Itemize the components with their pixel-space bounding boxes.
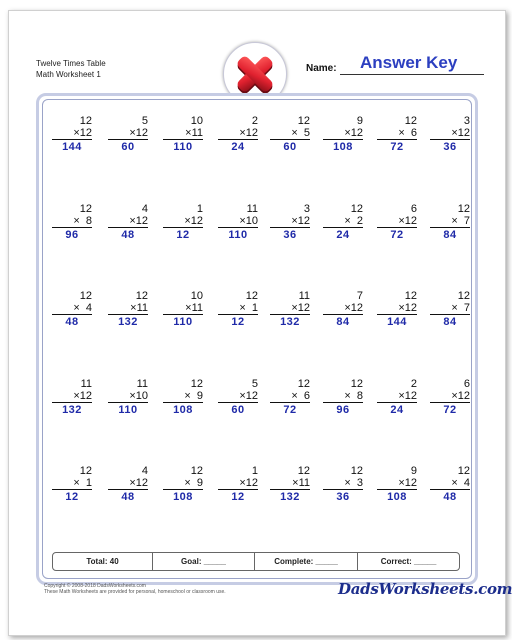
multiplication-problem — [430, 115, 470, 154]
multiplicand: 12 — [350, 465, 363, 477]
product-answer: 110 — [228, 229, 248, 241]
multiplier: ×12 — [52, 127, 92, 140]
multiplication-problem — [163, 378, 203, 417]
multiplicand: 4 — [141, 465, 148, 477]
multiplicand: 3 — [463, 115, 470, 127]
problems-frame-inner — [42, 99, 472, 579]
multiplicand: 12 — [404, 290, 417, 302]
multiplication-problem — [218, 465, 258, 504]
answer-key-label: Answer Key — [360, 53, 458, 72]
multiplicand: 12 — [350, 378, 363, 390]
multiplier: × 2 — [323, 215, 363, 228]
product-answer: 12 — [65, 491, 79, 503]
goal-field: Goal: _____ — [181, 557, 226, 566]
copyright-line1: Copyright © 2008-2018 DadsWorksheets.com — [44, 583, 146, 589]
multiplier: ×11 — [108, 302, 148, 315]
multiplication-problem — [163, 203, 203, 242]
multiplier: ×12 — [108, 215, 148, 228]
product-answer: 108 — [173, 404, 193, 416]
product-answer: 24 — [231, 141, 245, 153]
name-field — [306, 53, 486, 77]
multiplier: × 9 — [163, 390, 203, 403]
multiplier: ×12 — [377, 215, 417, 228]
multiplication-problem — [270, 290, 310, 329]
multiplication-problem — [270, 378, 310, 417]
multiplication-problem — [163, 465, 203, 504]
multiplier: ×12 — [270, 302, 310, 315]
product-answer: 12 — [231, 491, 245, 503]
multiplication-problem — [323, 203, 363, 242]
multiplicand: 4 — [141, 203, 148, 215]
problems-frame — [36, 93, 478, 585]
multiplier: ×12 — [430, 127, 470, 140]
name-label: Name: — [306, 63, 337, 74]
multiplicand: 11 — [298, 290, 310, 302]
multiplication-problem — [323, 378, 363, 417]
multiplicand: 1 — [251, 465, 258, 477]
product-answer: 36 — [336, 491, 350, 503]
product-answer: 72 — [283, 404, 297, 416]
multiplication-problem — [270, 203, 310, 242]
multiplication-problem — [270, 115, 310, 154]
brand-logo: DadsWorksheets.com — [338, 580, 512, 598]
product-answer: 110 — [173, 141, 193, 153]
product-answer: 24 — [390, 404, 404, 416]
multiplication-problem — [52, 203, 92, 242]
multiplicand: 12 — [135, 290, 148, 302]
product-answer: 132 — [280, 491, 300, 503]
multiplication-problem — [108, 465, 148, 504]
multiplier: × 1 — [52, 477, 92, 490]
product-answer: 84 — [443, 316, 457, 328]
multiplicand: 6 — [410, 203, 417, 215]
product-answer: 24 — [336, 229, 350, 241]
complete-field: Complete: _____ — [274, 557, 338, 566]
multiplicand: 12 — [79, 290, 92, 302]
multiplier: × 6 — [270, 390, 310, 403]
multiplicand: 12 — [457, 290, 470, 302]
multiplier: ×11 — [163, 302, 203, 315]
multiplier: × 7 — [430, 302, 470, 315]
worksheet-title — [36, 58, 106, 80]
product-answer: 12 — [176, 229, 190, 241]
multiplication-problem — [163, 290, 203, 329]
multiplicand: 9 — [356, 115, 363, 127]
multiplier: ×10 — [218, 215, 258, 228]
multiplication-problem — [270, 465, 310, 504]
product-answer: 108 — [173, 491, 193, 503]
multiplier: ×12 — [218, 127, 258, 140]
multiplier: × 9 — [163, 477, 203, 490]
multiplicand: 12 — [350, 203, 363, 215]
multiplicand: 11 — [136, 378, 148, 390]
multiplier: ×12 — [377, 390, 417, 403]
product-answer: 110 — [118, 404, 138, 416]
product-answer: 108 — [333, 141, 353, 153]
score-footer — [52, 552, 460, 571]
total-count: Total: 40 — [86, 557, 119, 566]
product-answer: 48 — [65, 316, 79, 328]
product-answer: 48 — [121, 229, 135, 241]
multiplicand: 12 — [79, 203, 92, 215]
multiplication-problem — [52, 290, 92, 329]
multiplicand: 10 — [190, 290, 203, 302]
multiplier: ×12 — [52, 390, 92, 403]
product-answer: 12 — [231, 316, 245, 328]
multiplicand: 12 — [79, 115, 92, 127]
multiplication-problem — [377, 115, 417, 154]
product-answer: 48 — [443, 491, 457, 503]
multiplication-problem — [323, 290, 363, 329]
product-answer: 96 — [336, 404, 350, 416]
multiplication-problem — [108, 378, 148, 417]
multiplier: × 3 — [323, 477, 363, 490]
multiplier: ×12 — [108, 477, 148, 490]
multiplicand: 12 — [245, 290, 258, 302]
multiplicand: 7 — [356, 290, 363, 302]
product-answer: 144 — [62, 141, 82, 153]
multiplier: ×12 — [218, 477, 258, 490]
multiplier: ×12 — [430, 390, 470, 403]
multiplicand: 12 — [79, 465, 92, 477]
multiplication-problem — [52, 115, 92, 154]
multiplication-problem — [108, 203, 148, 242]
multiplier: ×12 — [323, 302, 363, 315]
multiplier: ×10 — [108, 390, 148, 403]
multiplicand: 6 — [463, 378, 470, 390]
multiplier: ×11 — [270, 477, 310, 490]
multiplier: × 6 — [377, 127, 417, 140]
multiplier: ×12 — [377, 477, 417, 490]
product-answer: 132 — [62, 404, 82, 416]
multiplication-problem — [218, 203, 258, 242]
multiplication-problem — [108, 290, 148, 329]
worksheet-title-line1: Twelve Times Table — [36, 59, 106, 68]
multiplicand: 3 — [303, 203, 310, 215]
multiplication-problem — [218, 115, 258, 154]
multiplier: ×11 — [163, 127, 203, 140]
multiplicand: 12 — [404, 115, 417, 127]
multiplicand: 12 — [297, 115, 310, 127]
correct-field: Correct: _____ — [380, 557, 437, 566]
product-answer: 108 — [387, 491, 407, 503]
product-answer: 36 — [283, 229, 297, 241]
worksheet-title-line2: Math Worksheet 1 — [36, 70, 101, 79]
product-answer: 132 — [280, 316, 300, 328]
multiplicand: 9 — [410, 465, 417, 477]
multiplication-problem — [377, 465, 417, 504]
copyright-notice — [44, 583, 226, 595]
multiplication-problem — [218, 290, 258, 329]
multiplication-problem — [430, 290, 470, 329]
multiplier: × 4 — [52, 302, 92, 315]
product-answer: 60 — [283, 141, 297, 153]
multiplicand: 12 — [457, 203, 470, 215]
multiplicand: 12 — [190, 378, 203, 390]
multiplicand: 12 — [457, 465, 470, 477]
multiplication-problem — [430, 378, 470, 417]
product-answer: 48 — [121, 491, 135, 503]
multiplier: ×12 — [323, 127, 363, 140]
multiplier: ×12 — [163, 215, 203, 228]
product-answer: 72 — [390, 141, 404, 153]
multiplication-problem — [323, 115, 363, 154]
multiplicand: 5 — [251, 378, 258, 390]
multiplicand: 11 — [246, 203, 258, 215]
copyright-line2: These Math Worksheets are provided for personal, homeschool or classroom use. — [44, 589, 226, 595]
multiplication-problem — [323, 465, 363, 504]
product-answer: 60 — [121, 141, 135, 153]
multiplication-problem — [430, 465, 470, 504]
multiplicand: 2 — [410, 378, 417, 390]
product-answer: 144 — [387, 316, 407, 328]
multiplication-problem — [377, 203, 417, 242]
multiplicand: 12 — [190, 465, 203, 477]
multiplicand: 12 — [297, 378, 310, 390]
multiplication-problem — [430, 203, 470, 242]
product-answer: 132 — [118, 316, 138, 328]
name-underline — [340, 74, 484, 75]
product-answer: 84 — [336, 316, 350, 328]
multiplication-problem — [52, 378, 92, 417]
product-answer: 110 — [173, 316, 193, 328]
multiplicand: 10 — [190, 115, 203, 127]
product-answer: 96 — [65, 229, 79, 241]
multiplication-problem — [218, 378, 258, 417]
multiplier: ×12 — [108, 127, 148, 140]
multiplier: ×12 — [377, 302, 417, 315]
multiplicand: 2 — [251, 115, 258, 127]
product-answer: 72 — [390, 229, 404, 241]
product-answer: 84 — [443, 229, 457, 241]
multiplier: ×12 — [218, 390, 258, 403]
multiplication-problem — [108, 115, 148, 154]
multiplicand: 5 — [141, 115, 148, 127]
multiplicand: 11 — [80, 378, 92, 390]
multiplication-problem — [52, 465, 92, 504]
multiplicand: 1 — [196, 203, 203, 215]
multiplier: × 1 — [218, 302, 258, 315]
multiplier: × 8 — [323, 390, 363, 403]
product-answer: 60 — [231, 404, 245, 416]
multiplier: × 8 — [52, 215, 92, 228]
multiplier: × 4 — [430, 477, 470, 490]
product-answer: 36 — [443, 141, 457, 153]
multiplicand: 12 — [297, 465, 310, 477]
multiplier: × 7 — [430, 215, 470, 228]
multiplication-problem — [163, 115, 203, 154]
multiplication-problem — [377, 378, 417, 417]
multiplication-problem — [377, 290, 417, 329]
multiplier: ×12 — [270, 215, 310, 228]
product-answer: 72 — [443, 404, 457, 416]
multiplier: × 5 — [270, 127, 310, 140]
